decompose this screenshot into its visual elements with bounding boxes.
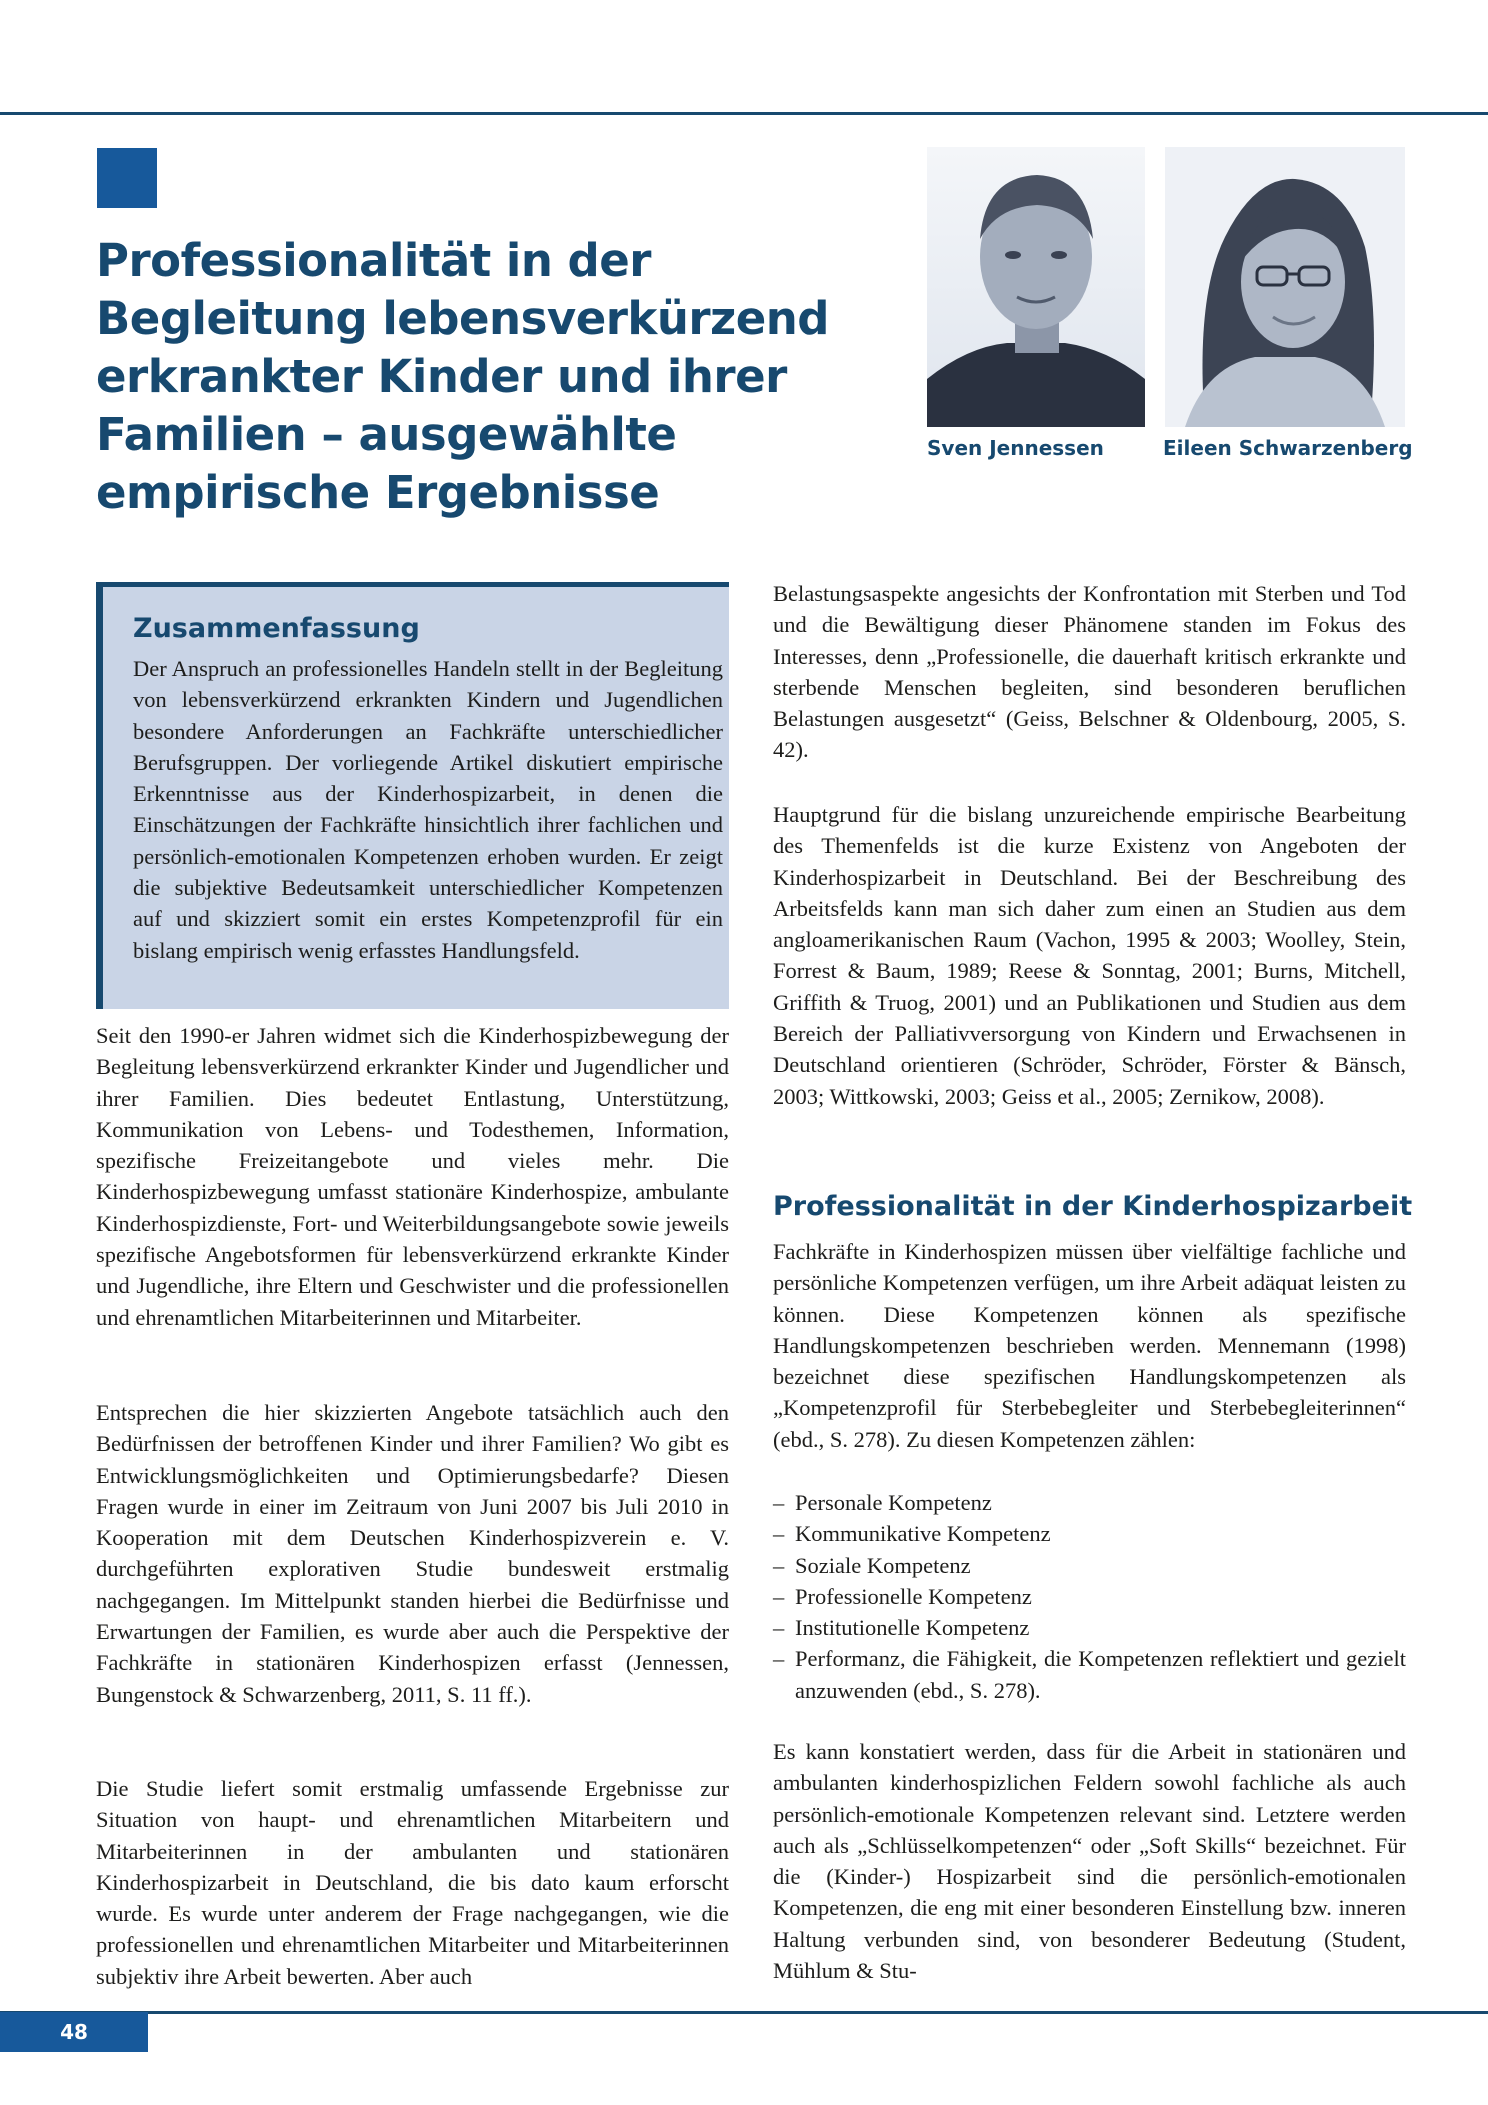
list-item bbox=[773, 1518, 1406, 1549]
list-item-text: Soziale Kompetenz bbox=[795, 1552, 971, 1578]
article-title: Professionalität in der Begleitung lebensverkürzend erkrankter Kinder und ihrer Familien – ausgewählte empirische Ergebnisse bbox=[96, 234, 830, 519]
list-item-text: Kommunikative Kompetenz bbox=[795, 1521, 1051, 1547]
right-paragraph bbox=[773, 1236, 1406, 1455]
list-item bbox=[773, 1643, 1406, 1706]
paragraph-text: Entsprechen die hier skizzierten Angebote tatsächlich auch den Bedürfnissen der betroffenen Kinder und ihrer Familien? Wo gibt es Entwicklungsmöglichkeiten und Optimierungsbedarfe? Diesen Fragen wurde in einer im Zeitraum von Juni 2007 bis Juli 2010 in Kooperation mit dem Deutschen Kinderhospizverein e. V. durchgeführten explorativen Studie bundesweit erstmalig nachgegangen. Im Mittelpunkt standen hierbei die Bedürfnisse und Erwartungen der Familien, es wurde aber auch die Perspektive der Fachkräfte in stationären Kinderhospizen erfasst (Jennessen, Bungenstock & Schwarzenberg, 2011, S. 11 ff.). bbox=[96, 1400, 729, 1707]
page-number: 48 bbox=[0, 2012, 148, 2052]
list-item bbox=[773, 1581, 1406, 1612]
list-item bbox=[773, 1487, 1406, 1518]
paragraph-text: Hauptgrund für die bislang unzureichende empirische Bearbeitung des Themenfelds ist die kurze Existenz von Angeboten der Kinderhospizarbeit in Deutschland. Bei der Beschreibung des Arbeitsfelds kann man sich daher zum einen an Studien aus dem angloamerikanischen Raum (Vachon, 1995 & 2003; Woolley, Stein, Forrest & Baum, 1989; Reese & Sonntag, 2001; Burns, Mitchell, Griffith & Truog, 2001) und an Publikationen und Studien aus dem Bereich der Palliativversorgung von Kindern und Erwachsenen in Deutschland orientieren (Schröder, Schröder, Förster & Bänsch, 2003; Wittkowski, 2003; Geiss et al., 2005; Zernikow, 2008). bbox=[773, 802, 1406, 1109]
right-paragraph bbox=[773, 578, 1406, 766]
author-photo-2 bbox=[1165, 147, 1405, 427]
author-photo-1 bbox=[927, 147, 1145, 427]
paragraph-text: Es kann konstatiert werden, dass für die Arbeit in stationären und ambulanten kinderhospizlichen Feldern sowohl fachliche als auch persönlich-emotionale Kompetenzen relevant sind. Letztere werden auch als „Schlüsselkompetenzen“ oder „Soft Skills“ bezeichnet. Für die (Kinder-) Hospizarbeit sind die persönlich-emotionalen Kompetenzen, die eng mit einer besonderen Einstellung bzw. inneren Haltung verbunden sind, von besonderer Bedeutung (Student, Mühlum & Stu- bbox=[773, 1739, 1406, 1984]
list-marker: – bbox=[773, 1490, 785, 1515]
list-item-text: Professionelle Kompetenz bbox=[795, 1583, 1032, 1609]
abstract-box bbox=[96, 582, 729, 1009]
right-paragraph bbox=[773, 1736, 1406, 1986]
left-paragraph bbox=[96, 1020, 729, 1333]
abstract-text: Der Anspruch an professionelles Handeln stellt in der Begleitung von lebensverkürzend erkrankten Kindern und Jugendlichen besondere Anforderungen an Fachkräfte unterschiedlicher Berufsgruppen. Der vorliegende Artikel diskutiert empirische Erkenntnisse aus der Kinderhospizarbeit, in denen die Einschätzungen der Fachkräfte hinsichtlich ihrer fachlichen und persönlich-emotionalen Kompetenzen erhoben wurden. Er zeigt die subjektive Bedeutsamkeit unterschiedlicher Kompetenzen auf und skizziert somit ein erstes Kompetenzprofil für ein bislang empirisch wenig erfasstes Handlungsfeld. bbox=[133, 656, 723, 963]
paragraph-text: Belastungsaspekte angesichts der Konfrontation mit Sterben und Tod und die Bewältigung dieser Phänomene standen im Fokus des Interesses, denn „Professionelle, die dauerhaft kritisch erkrankte und sterbende Menschen begleiten, sind besonderen beruflichen Belastungen ausgesetzt“ (Geiss, Belschner & Oldenbourg, 2005, S. 42). bbox=[773, 581, 1406, 763]
list-item bbox=[773, 1612, 1406, 1643]
paragraph-text: Seit den 1990-er Jahren widmet sich die Kinderhospizbewegung der Begleitung lebensverkürzend erkrankter Kinder und Jugendlicher und ihrer Familien. Dies bedeutet Entlastung, Unterstützung, Kommunikation von Lebens- und Todesthemen, Information, spezifische Freizeitangebote und vieles mehr. Die Kinderhospizbewegung umfasst stationäre Kinderhospize, ambulante Kinderhospizdienste, Fort- und Weiterbildungsangebote sowie jeweils spezifische Angebotsformen für lebensverkürzend erkrankte Kinder und Jugendliche, ihre Eltern und Geschwister und die professionellen und ehrenamtlichen Mitarbeiterinnen und Mitarbeiter. bbox=[96, 1023, 729, 1330]
author-name: Eileen Schwarzenberg bbox=[1163, 436, 1413, 460]
list-marker: – bbox=[773, 1552, 785, 1578]
paragraph-text: Die Studie liefert somit erstmalig umfassende Ergebnisse zur Situation von haupt- und ehrenamtlichen Mitarbeitern und Mitarbeiterinnen in der ambulanten und stationären Kinderhospizarbeit in Deutschland, die bis dato kaum erforscht wurde. Es wurde unter anderem der Frage nachgegangen, wie die professionellen und ehrenamtlichen Mitarbeiter und Mitarbeiterinnen subjektiv ihre Arbeit bewerten. Aber auch bbox=[96, 1776, 729, 1989]
top-rule bbox=[0, 112, 1488, 115]
list-marker: – bbox=[773, 1646, 785, 1672]
list-marker: – bbox=[773, 1615, 785, 1641]
title-square-decoration bbox=[97, 148, 157, 208]
list-item bbox=[773, 1550, 1406, 1581]
list-item-text: Performanz, die Fähigkeit, die Kompetenzen reflektiert und gezielt anzuwenden (ebd., S. 278). bbox=[795, 1646, 1406, 1703]
list-item-text: Personale Kompetenz bbox=[795, 1490, 992, 1515]
right-paragraph bbox=[773, 799, 1406, 1112]
list-item-text: Institutionelle Kompetenz bbox=[795, 1615, 1030, 1641]
competence-list bbox=[773, 1487, 1406, 1706]
paragraph-text: Fachkräfte in Kinderhospizen müssen über vielfältige fachliche und persönliche Kompetenzen verfügen, um ihre Arbeit adäquat leisten zu können. Diese Kompetenzen können als spezifische Handlungskompetenzen beschrieben werden. Mennemann (1998) bezeichnet diese spezifischen Handlungskompetenzen als „Kompetenzprofil für Sterbebegleiter und Sterbebegleiterinnen“ (ebd., S. 278). Zu diesen Kompetenzen zählen: bbox=[773, 1239, 1406, 1452]
abstract-heading: Zusammenfassung bbox=[133, 613, 420, 644]
bottom-rule bbox=[0, 2011, 1488, 2014]
author-name: Sven Jennessen bbox=[927, 436, 1104, 460]
left-paragraph bbox=[96, 1773, 729, 1992]
section-heading: Professionalität in der Kinderhospizarbeit bbox=[773, 1191, 1413, 1222]
left-paragraph bbox=[96, 1397, 729, 1710]
list-marker: – bbox=[773, 1583, 785, 1609]
list-marker: – bbox=[773, 1521, 785, 1547]
